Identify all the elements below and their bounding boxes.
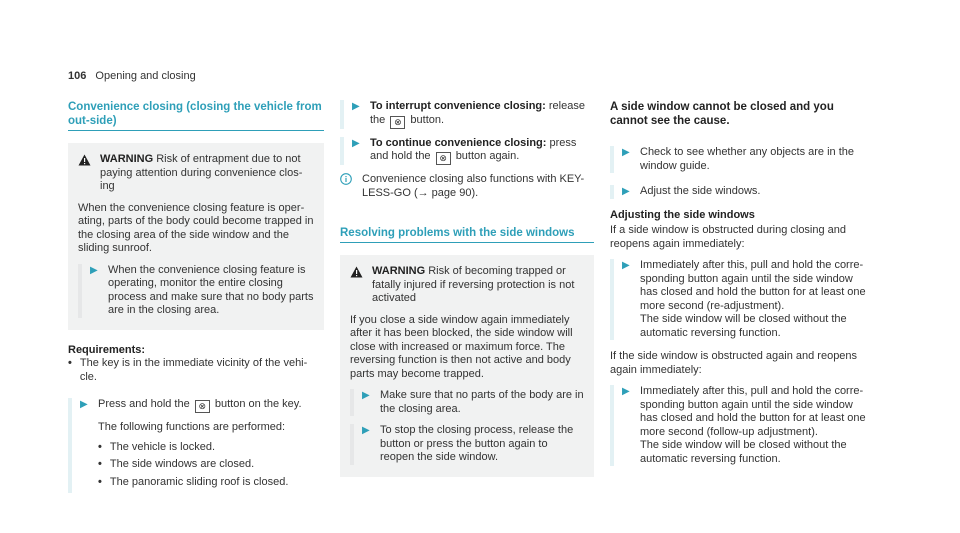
warning-step-text: When the convenience closing feature is operating, monitor the entire closing process and make sure that no body parts are in the closing area. <box>108 263 314 316</box>
page-number: 106 <box>68 70 87 82</box>
step-followup-adjustment: ▶ Immediately after this, pull and hold the corre-sponding button again until the side window has closed and hold the button for at least one more second (follow-up adjustment). The side window will be closed without the automatic reversing function. <box>610 385 872 466</box>
arrow-icon: ▶ <box>362 425 370 436</box>
step-continue-label: To continue convenience closing: <box>370 136 547 149</box>
info-icon <box>340 173 354 200</box>
paragraph-2: If the side window is obstructed again and reopens again immediately: <box>610 350 858 376</box>
lock-button-icon: ⊗ <box>436 152 451 165</box>
subsection-title: Adjusting the side windows <box>610 208 755 221</box>
arrow-icon: ▶ <box>352 101 360 112</box>
warning-step <box>78 264 314 318</box>
requirement-text: The key is in the immediate vicinity of the vehi-cle. <box>79 357 308 383</box>
list-item: • The panoramic sliding roof is closed. <box>98 475 289 488</box>
requirements-title: Requirements: <box>68 343 146 356</box>
arrow-icon: ▶ <box>622 186 630 197</box>
warning-triangle-icon <box>78 153 92 194</box>
step-check-objects: ▶ Check to see whether any objects are in the window guide. <box>610 146 872 173</box>
warning-label: WARNING <box>100 153 154 165</box>
list-item: • The vehicle is locked. <box>98 440 216 453</box>
step-interrupt: ▶ To interrupt convenience closing: release the ⊗ button. <box>340 100 594 129</box>
section-name: Opening and closing <box>95 70 196 82</box>
warning-text: Risk of becoming trapped or fatally injured if reversing protection is not activated <box>372 265 575 304</box>
column-1 <box>68 100 324 497</box>
arrow-icon: ▶ <box>362 390 370 401</box>
requirement-item: • The key is in the immediate vicinity of the vehi-cle. <box>68 357 324 384</box>
functions-intro: The following functions are performed: <box>98 421 286 433</box>
warning-step-1: ▶ Make sure that no parts of the body are in the closing area. <box>350 389 584 416</box>
arrow-icon: ▶ <box>352 137 360 149</box>
warning-label: WARNING <box>372 265 426 277</box>
lock-button-icon: ⊗ <box>390 116 405 129</box>
warning-box-reversing <box>340 255 594 477</box>
step-text-pre: Press and hold the <box>98 398 190 410</box>
arrow-icon: ▶ <box>90 264 98 276</box>
warning-text: Risk of entrapment due to not paying attention during convenience clos-ing <box>100 153 303 192</box>
warning-body: When the convenience closing feature is oper-ating, parts of the body could become trapped in the closing area of the side window and the sliding sunroof. <box>78 201 314 254</box>
note-keyless-go <box>340 173 594 200</box>
column-3 <box>610 100 872 470</box>
functions-list <box>98 441 302 490</box>
warning-box-entrapment <box>68 143 324 330</box>
arrow-icon: ▶ <box>622 386 630 397</box>
step-press-and-hold <box>68 398 324 493</box>
arrow-icon: ▶ <box>622 147 630 158</box>
note-text: Convenience closing also functions with KEY-LESS-GO (→ page 90). <box>362 173 585 199</box>
step-interrupt-label: To interrupt convenience closing: <box>370 100 546 112</box>
problem-title: A side window cannot be closed and you cannot see the cause. <box>610 101 834 127</box>
section-title-side-windows: Resolving problems with the side windows <box>340 226 594 243</box>
step-readjustment: ▶ Immediately after this, pull and hold the corre-sponding button again until the side window has closed and hold the button for at least one more second (re-adjustment). The side window will be closed without the automatic reversing function. <box>610 259 872 340</box>
lock-button-icon: ⊗ <box>195 400 210 413</box>
warning-triangle-icon <box>350 265 364 306</box>
column-2 <box>340 100 594 489</box>
warning-step-2: ▶ To stop the closing process, release the button or press the button again to reopen the side window. <box>350 424 584 465</box>
list-item: • The side windows are closed. <box>98 458 255 470</box>
arrow-icon: ▶ <box>622 260 630 271</box>
section-title-convenience-closing: Convenience closing (closing the vehicle from out-side) <box>68 100 324 131</box>
step-continue: ▶ To continue convenience closing: press and hold the ⊗ button again. <box>340 137 594 166</box>
step-adjust-windows: ▶ Adjust the side windows. <box>610 185 872 199</box>
paragraph-1: If a side window is obstructed during closing and reopens again immediately: <box>610 224 847 250</box>
warning-body: If you close a side window again immediately after it has been blocked, the side window will close with increased or maximum force. The reversing function is then not active and body parts may become trapped. <box>350 313 573 380</box>
step-text-post: button on the key. <box>214 398 302 410</box>
arrow-icon: ▶ <box>80 399 88 410</box>
page-header <box>68 70 196 84</box>
